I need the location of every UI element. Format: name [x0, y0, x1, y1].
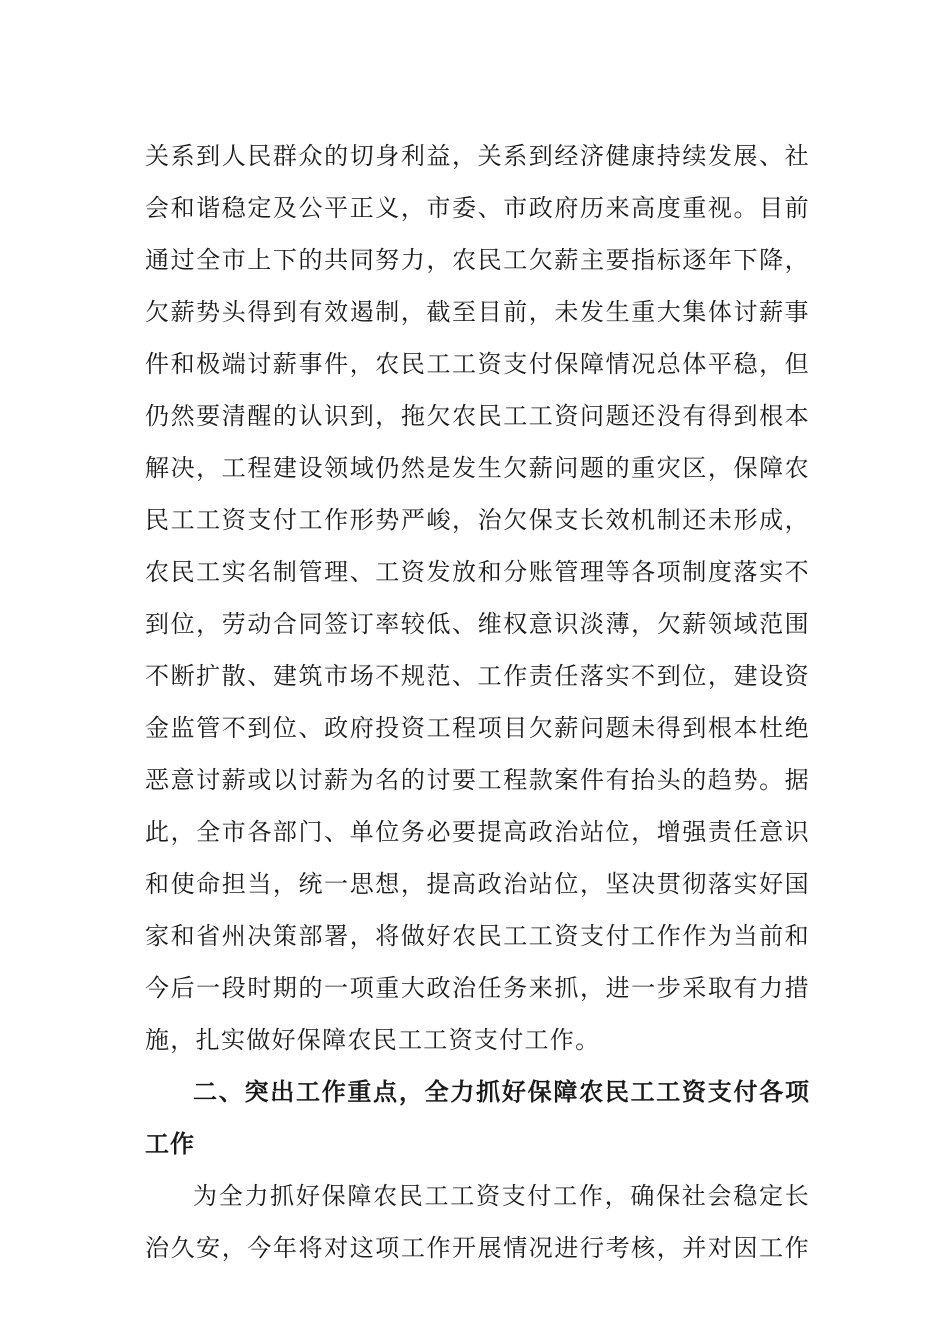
paragraph-line: 此，全市各部门、单位务必要提高政治站位，增强责任意识: [145, 818, 810, 846]
paragraph-line: 和使命担当，统一思想，提高政治站位，坚决贯彻落实好国: [145, 870, 810, 898]
paragraph-line: 金监管不到位、政府投资工程项目欠薪问题未得到根本杜绝: [145, 714, 810, 742]
paragraph-line: 件和极端讨薪事件，农民工工资支付保障情况总体平稳，但: [145, 350, 810, 378]
paragraph-line: 治久安，今年将对这项工作开展情况进行考核，并对因工作: [145, 1234, 810, 1262]
paragraph-line: 仍然要清醒的认识到，拖欠农民工工资问题还没有得到根本: [145, 402, 810, 430]
heading-line: 二、突出工作重点，全力抓好保障农民工工资支付各项: [193, 1078, 810, 1106]
heading-line: 工作: [145, 1130, 195, 1158]
paragraph-line: 恶意讨薪或以讨薪为名的讨要工程款案件有抬头的趋势。据: [145, 766, 810, 794]
paragraph-line: 关系到人民群众的切身利益，关系到经济健康持续发展、社: [145, 142, 810, 170]
paragraph-2: [145, 1170, 810, 1274]
paragraph-line: 为全力抓好保障农民工工资支付工作，确保社会稳定长: [193, 1182, 810, 1210]
paragraph-line: 到位，劳动合同签订率较低、维权意识淡薄，欠薪领域范围: [145, 610, 810, 638]
paragraph-1: [145, 130, 810, 1066]
paragraph-line: 农民工实名制管理、工资发放和分账管理等各项制度落实不: [145, 558, 810, 586]
document-body: [145, 130, 810, 1274]
paragraph-line: 施，扎实做好保障农民工工资支付工作。: [145, 1026, 601, 1054]
paragraph-line: 解决，工程建设领域仍然是发生欠薪问题的重灾区，保障农: [145, 454, 810, 482]
paragraph-line: 今后一段时期的一项重大政治任务来抓，进一步采取有力措: [145, 974, 810, 1002]
section-heading: [145, 1066, 810, 1170]
paragraph-line: 民工工资支付工作形势严峻，治欠保支长效机制还未形成，: [145, 506, 810, 534]
paragraph-line: 欠薪势头得到有效遏制，截至目前，未发生重大集体讨薪事: [145, 298, 810, 326]
paragraph-line: 不断扩散、建筑市场不规范、工作责任落实不到位，建设资: [145, 662, 810, 690]
paragraph-line: 家和省州决策部署，将做好农民工工资支付工作作为当前和: [145, 922, 810, 950]
paragraph-line: 会和谐稳定及公平正义，市委、市政府历来高度重视。目前: [145, 194, 810, 222]
paragraph-line: 通过全市上下的共同努力，农民工欠薪主要指标逐年下降，: [145, 246, 810, 274]
